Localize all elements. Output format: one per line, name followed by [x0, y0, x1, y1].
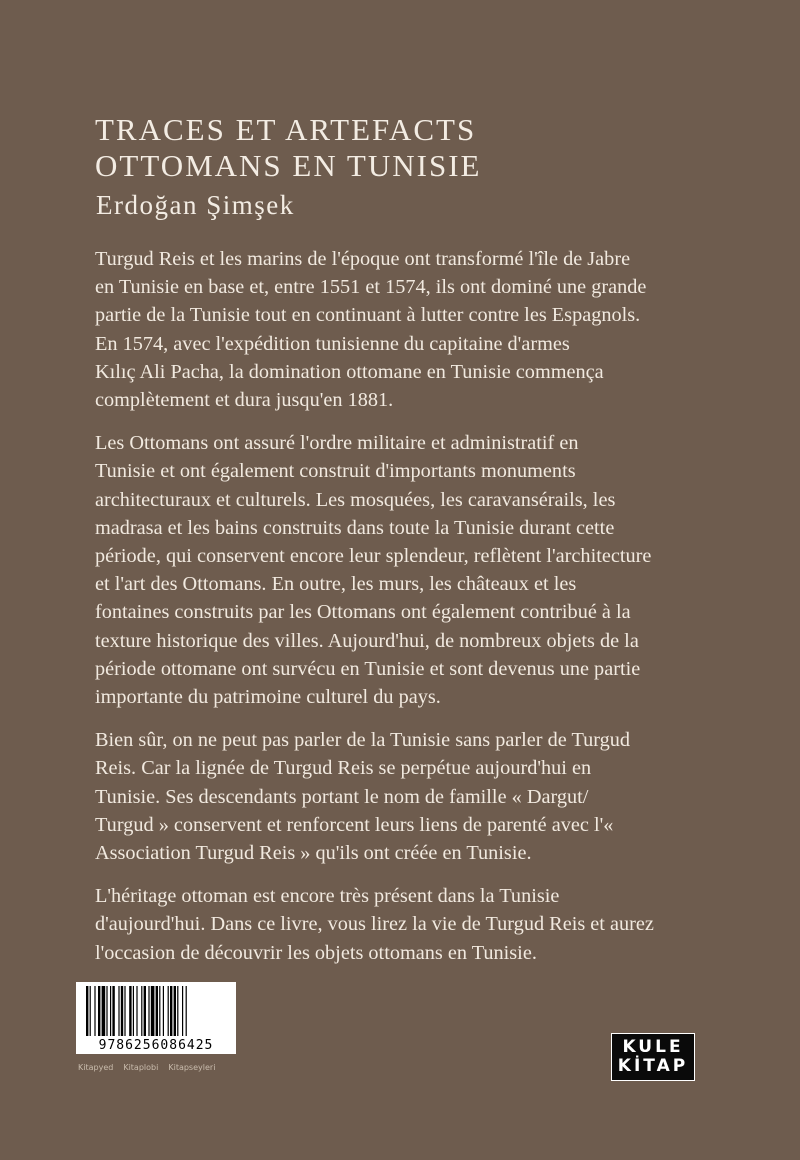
isbn-number: 9786256086425 [98, 1038, 214, 1053]
title-line-1: TRACES ET ARTEFACTS [95, 112, 477, 147]
barcode-bar [110, 986, 111, 1036]
barcode-bar [170, 986, 172, 1036]
blurb-line: Turgud Reis et les marins de l'époque ont transformé l'île de Jabre [95, 248, 631, 270]
blurb-line: en Tunisie en base et, entre 1551 et 1574, ils ont dominé une grande [95, 276, 647, 299]
blurb-line: période ottomane ont survécu en Tunisie et sont devenus une partie [95, 657, 641, 680]
barcode-bar [102, 986, 106, 1036]
barcode-bar [141, 986, 142, 1036]
blurb-line: fontaines construits par les Ottomans ont également contribué à la [95, 601, 631, 624]
barcode-bar [156, 986, 158, 1036]
barcode-bar [159, 986, 160, 1036]
blurb-paragraph [95, 429, 707, 711]
blurb-line: complètement et dura jusqu'en 1881. [95, 389, 394, 412]
blurb-line: madrasa et les bains construits dans toute la Tunisie durant cette [95, 516, 615, 539]
barcode-bar [118, 986, 119, 1036]
barcode-bar [151, 986, 155, 1036]
barcode-bar [163, 986, 164, 1036]
barcode-bar [148, 986, 149, 1036]
author-name: Erdoğan Şimşek [96, 190, 295, 220]
partner-logo-3: Kitapseyleri [168, 1063, 216, 1072]
barcode-bar [174, 986, 176, 1036]
publisher-logo-line-2: KİTAP [617, 1056, 689, 1076]
blurb-line: texture historique des villes. Aujourd'hui, de nombreux objets de la [95, 629, 639, 652]
blurb-line: L'héritage ottoman est encore très présent dans la Tunisie [95, 885, 560, 908]
barcode-bar [186, 986, 187, 1036]
blurb-paragraph [95, 882, 707, 967]
barcode-bar [168, 986, 169, 1036]
blurb-line: Reis. Car la lignée de Turgud Reis se perpétue aujourd'hui en [95, 757, 592, 780]
barcode-bars [76, 982, 236, 1038]
barcode-bar [133, 986, 134, 1036]
barcode-bar [94, 986, 95, 1036]
barcode-bar [86, 986, 88, 1036]
blurb-line: importante du patrimoine culturel du pays. [95, 686, 441, 709]
barcode-bar [136, 986, 137, 1036]
barcode-bar [106, 986, 107, 1036]
blurb-line: Les Ottomans ont assuré l'ordre militaire et administratif en [95, 432, 579, 455]
blurb-line: En 1574, avec l'expédition tunisienne du capitaine d'armes [95, 332, 570, 355]
title-line-2: OTTOMANS EN TUNISIE [95, 148, 482, 183]
barcode-bar [98, 986, 100, 1036]
isbn-barcode [76, 982, 236, 1054]
blurb-line: Association Turgud Reis » qu'ils ont créée en Tunisie. [95, 842, 532, 865]
partner-logos [78, 1063, 248, 1072]
barcode-bar [121, 986, 123, 1036]
partner-logo-2: Kitaplobi [123, 1063, 159, 1072]
blurb-paragraph [95, 245, 707, 414]
blurb-line: période, qui conservent encore leur splendeur, reflètent l'architecture [95, 545, 652, 568]
barcode-bar [124, 986, 125, 1036]
barcode-bar [112, 986, 114, 1036]
barcode-bar [182, 986, 183, 1036]
blurb-line: architecturaux et culturels. Les mosquées, les caravansérails, les [95, 488, 616, 511]
blurb-line: d'aujourd'hui. Dans ce livre, vous lirez la vie de Turgud Reis et aurez [95, 913, 654, 936]
partner-logo-1: Kitapyed [78, 1063, 114, 1072]
blurb-line: Kılıç Ali Pacha, la domination ottomane en Tunisie commença [95, 360, 604, 383]
book-title [95, 112, 481, 184]
blurb-line: Tunisie et ont également construit d'importants monuments [95, 460, 576, 483]
blurb-line: l'occasion de découvrir les objets ottomans en Tunisie. [95, 941, 537, 964]
barcode-bar [129, 986, 131, 1036]
blurb-paragraph [95, 726, 707, 867]
blurb-line: partie de la Tunisie tout en continuant à lutter contre les Espagnols. [95, 304, 641, 327]
barcode-bar [90, 986, 91, 1036]
publisher-logo [611, 1033, 695, 1081]
blurb-line: Turgud » conservent et renforcent leurs liens de parenté avec l'« [95, 813, 614, 836]
barcode-bar [177, 986, 178, 1036]
blurb-line: Tunisie. Ses descendants portant le nom de famille « Dargut/ [95, 785, 589, 808]
blurb-line: Bien sûr, on ne peut pas parler de la Tunisie sans parler de Turgud [95, 729, 631, 752]
blurb-text [95, 245, 707, 982]
publisher-logo-line-1: KULE [622, 1037, 684, 1057]
blurb-line: et l'art des Ottomans. En outre, les murs, les châteaux et les [95, 573, 577, 596]
barcode-bar [144, 986, 146, 1036]
